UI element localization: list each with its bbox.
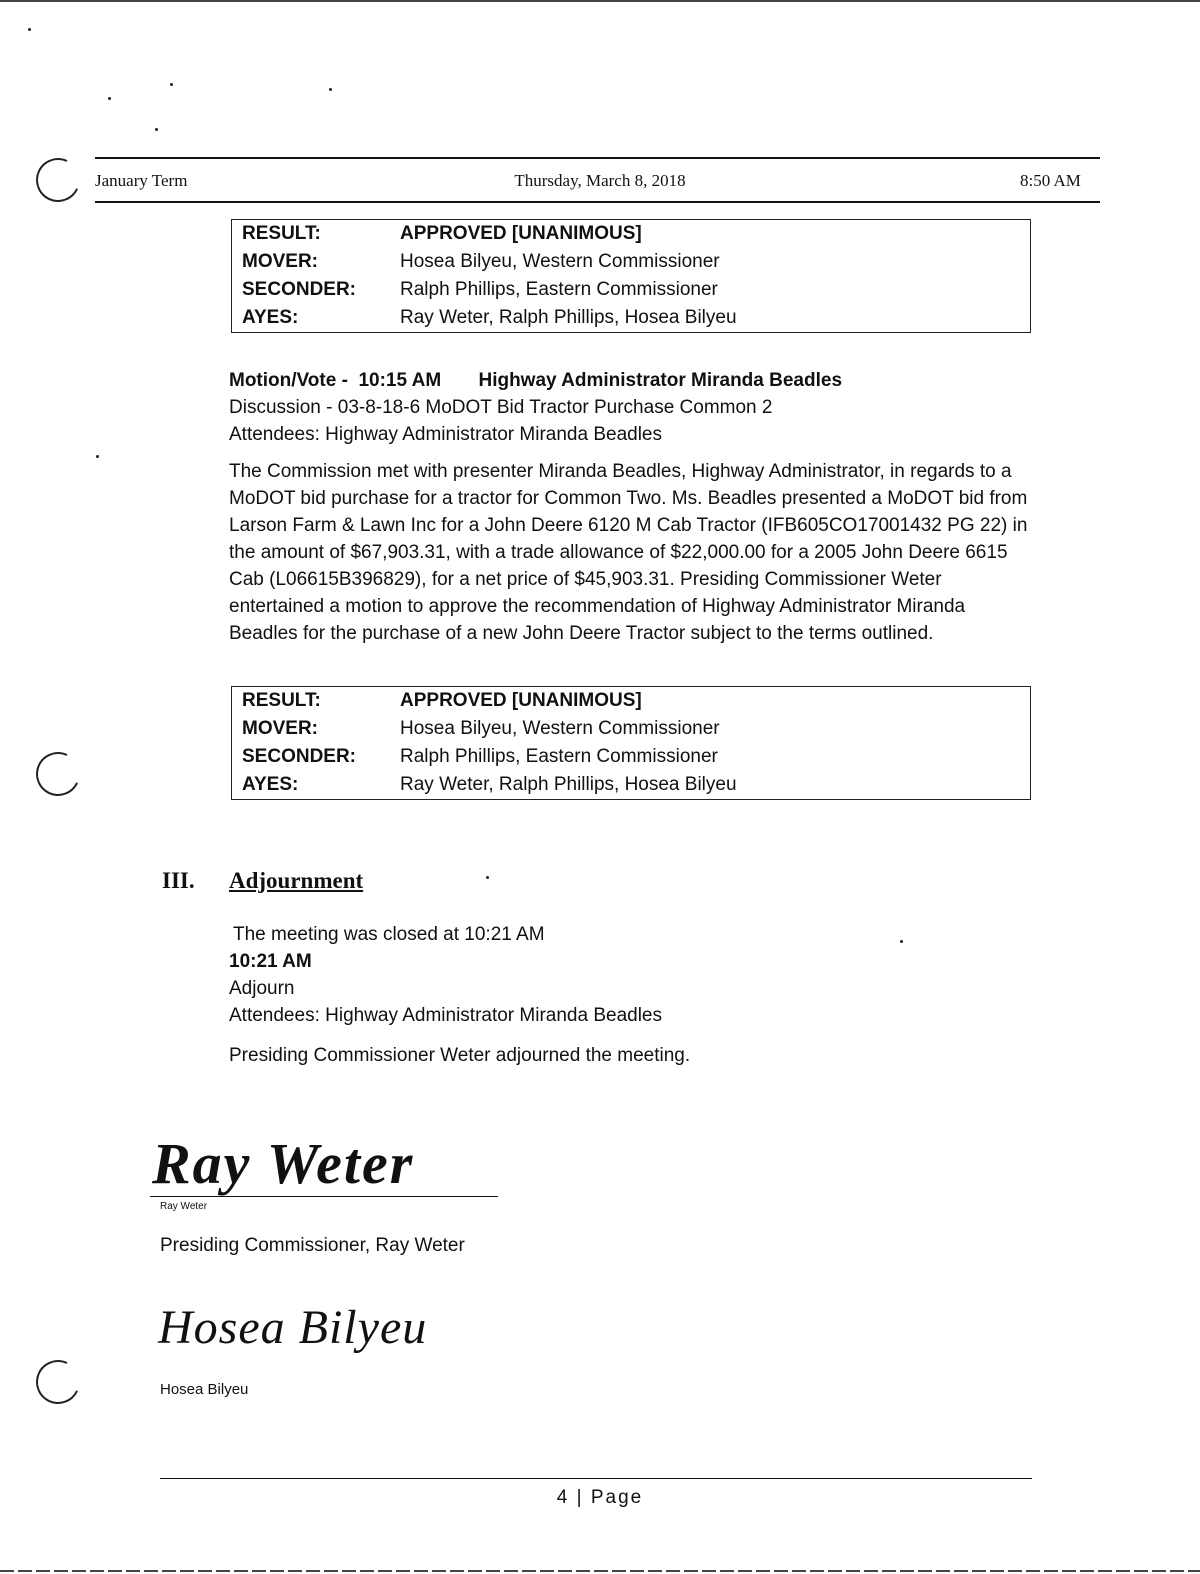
vote-row-mover (232, 715, 1030, 743)
vote-key: RESULT: (242, 690, 321, 711)
adjourn-attendees: Attendees: Highway Administrator Miranda Beadles (229, 1005, 663, 1026)
vote-row-ayes (232, 771, 1030, 799)
signature-line-1 (150, 1196, 498, 1197)
vote-row-seconder (232, 276, 1030, 304)
scan-speck (108, 97, 111, 100)
vote-key: RESULT: (242, 223, 321, 244)
signature-caption-1: Ray Weter (160, 1201, 208, 1212)
vote-value: Ralph Phillips, Eastern Commissioner (400, 279, 718, 300)
scan-speck (170, 83, 173, 86)
vote-value: Ray Weter, Ralph Phillips, Hosea Bilyeu (400, 774, 737, 795)
vote-row-result (232, 687, 1030, 715)
signature-caption-2: Hosea Bilyeu (160, 1381, 249, 1398)
vote-row-result (232, 220, 1030, 248)
scan-speck (900, 940, 903, 943)
motion-heading (229, 367, 842, 394)
motion-time: 10:15 AM (358, 370, 442, 391)
header-date: Thursday, March 8, 2018 (514, 171, 686, 190)
vote-table-2 (231, 686, 1031, 800)
header-rule-bottom (95, 201, 1100, 203)
punch-hole (30, 746, 86, 802)
scan-speck (28, 28, 31, 31)
header-rule-top (95, 157, 1100, 159)
motion-label: Motion/Vote - (229, 370, 348, 391)
motion-discussion: Discussion - 03-8-18-6 MoDOT Bid Tractor Purchase Common 2 (229, 397, 773, 418)
vote-key: SECONDER: (242, 279, 357, 300)
header-time: 8:50 AM (1020, 171, 1081, 190)
scan-speck (96, 455, 99, 458)
vote-key: SECONDER: (242, 746, 357, 767)
signature-hosea-bilyeu: Hosea Bilyeu (158, 1301, 428, 1354)
vote-row-seconder (232, 743, 1030, 771)
adjourn-action: Adjourn (229, 978, 295, 999)
motion-attendees: Attendees: Highway Administrator Miranda Beadles (229, 424, 663, 445)
page-number: 4 | Page (556, 1487, 644, 1508)
vote-key: MOVER: (242, 251, 318, 272)
scan-speck (155, 128, 158, 131)
vote-row-mover (232, 248, 1030, 276)
footer-rule (160, 1478, 1032, 1479)
scan-edge-bottom (0, 1570, 1200, 1572)
vote-key: AYES: (242, 307, 299, 328)
vote-value: APPROVED [UNANIMOUS] (400, 690, 642, 711)
section-number: III. (162, 868, 195, 893)
signature-ray-weter: Ray Weter (152, 1131, 415, 1196)
vote-table-1 (231, 219, 1031, 333)
section-title: Adjournment (229, 868, 364, 893)
signature-title-1: Presiding Commissioner, Ray Weter (160, 1235, 465, 1256)
motion-presenter: Highway Administrator Miranda Beadles (478, 370, 843, 391)
vote-value: APPROVED [UNANIMOUS] (400, 223, 642, 244)
vote-row-ayes (232, 304, 1030, 332)
vote-value: Ralph Phillips, Eastern Commissioner (400, 746, 718, 767)
vote-value: Hosea Bilyeu, Western Commissioner (400, 718, 720, 739)
scan-edge-top (0, 0, 1200, 2)
vote-value: Ray Weter, Ralph Phillips, Hosea Bilyeu (400, 307, 737, 328)
header-term: January Term (95, 171, 188, 190)
adjourn-closed: The meeting was closed at 10:21 AM (233, 924, 545, 945)
motion-paragraph: The Commission met with presenter Miranda Beadles, Highway Administrator, in regards to a MoDOT bid purchase for a tractor for Common Two. Ms. Beadles presented a MoDOT bid from Larson Farm & Lawn Inc for a John Deere 6120 M Cab Tractor (IFB605CO17001432 PG 22) in the amount of $67,903.31, with a trade allowance of $22,000.00 for a 2005 John Deere 6615 Cab (L06615B396829), for a net price of $45,903.31. Presiding Commissioner Weter entertained a motion to approve the recommendation of Highway Administrator Miranda Beadles for the purchase of a new John Deere Tractor subject to the terms outlined. (229, 461, 1028, 644)
scan-speck (486, 876, 489, 879)
adjourn-closing: Presiding Commissioner Weter adjourned the meeting. (229, 1045, 691, 1066)
adjourn-time: 10:21 AM (229, 951, 312, 972)
vote-key: MOVER: (242, 718, 318, 739)
scan-speck (329, 88, 332, 91)
vote-value: Hosea Bilyeu, Western Commissioner (400, 251, 720, 272)
punch-hole (30, 1354, 86, 1410)
vote-key: AYES: (242, 774, 299, 795)
